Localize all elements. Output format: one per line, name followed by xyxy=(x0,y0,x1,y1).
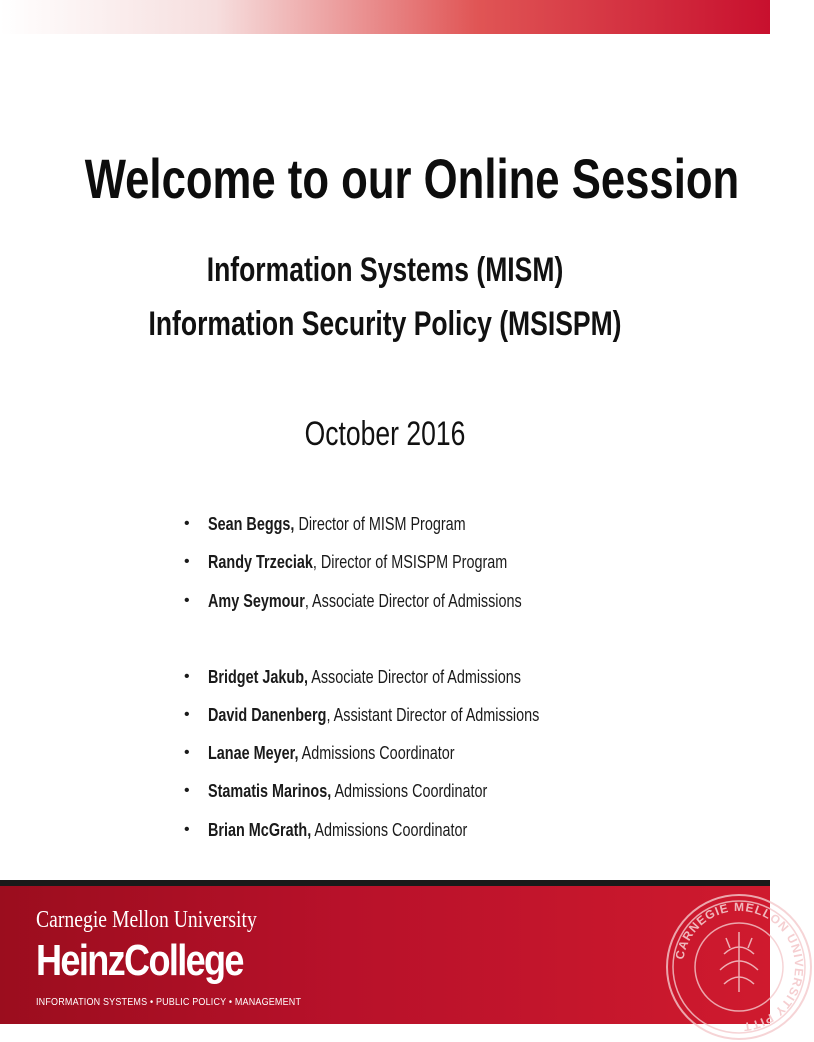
bullet-icon: • xyxy=(184,782,190,799)
staff-name: Sean Beggs, xyxy=(208,514,295,534)
bullet-icon: • xyxy=(184,821,190,838)
staff-role: Associate Director of Admissions xyxy=(308,667,521,687)
staff-role: , Director of MSISPM Program xyxy=(312,552,508,572)
staff-role: Director of MISM Program xyxy=(294,514,466,534)
program-msispm: Information Security Policy (MSISPM) xyxy=(148,305,622,343)
staff-item-sean-beggs xyxy=(184,511,530,537)
college-tagline: INFORMATION SYSTEMS • PUBLIC POLICY • MANAGEMENT xyxy=(36,997,302,1008)
staff-item-amy-seymour xyxy=(184,588,600,614)
top-accent-bar xyxy=(0,0,770,34)
staff-role: , Assistant Director of Admissions xyxy=(326,705,540,725)
session-date: October 2016 xyxy=(304,415,466,453)
seal-text: CARNEGIE MELLON UNIVERSITY PITT xyxy=(672,899,807,1034)
bullet-icon: • xyxy=(184,744,190,761)
staff-role: , Associate Director of Admissions xyxy=(304,591,522,611)
bullet-icon: • xyxy=(184,706,190,723)
staff-role: Admissions Coordinator xyxy=(298,743,455,763)
college-name: HeinzCollege xyxy=(36,936,243,985)
university-name: Carnegie Mellon University xyxy=(36,907,257,933)
heinz-college-logo xyxy=(36,906,376,1010)
staff-role: Admissions Coordinator xyxy=(331,781,488,801)
staff-name: Brian McGrath, xyxy=(208,820,312,840)
staff-item-bridget-jakub xyxy=(184,664,599,690)
university-seal-icon xyxy=(664,892,814,1042)
staff-name: Amy Seymour xyxy=(208,591,305,611)
staff-item-stamatis-marinos xyxy=(184,778,557,804)
bullet-icon: • xyxy=(184,592,190,609)
bullet-icon: • xyxy=(184,515,190,532)
staff-item-randy-trzeciak xyxy=(184,549,582,575)
program-mism: Information Systems (MISM) xyxy=(206,251,564,289)
staff-name: Stamatis Marinos, xyxy=(208,781,332,801)
staff-name: David Danenberg xyxy=(208,705,327,725)
staff-name: Lanae Meyer, xyxy=(208,743,299,763)
staff-name: Bridget Jakub, xyxy=(208,667,309,687)
staff-item-brian-mcgrath xyxy=(184,817,532,843)
footer-banner xyxy=(0,880,807,1034)
staff-item-lanae-meyer xyxy=(184,740,516,766)
bullet-icon: • xyxy=(184,668,190,685)
staff-name: Randy Trzeciak xyxy=(208,552,313,572)
bullet-icon: • xyxy=(184,553,190,570)
staff-item-david-danenberg xyxy=(184,702,622,728)
staff-role: Admissions Coordinator xyxy=(311,820,468,840)
slide-title: Welcome to our Online Session xyxy=(84,146,740,210)
